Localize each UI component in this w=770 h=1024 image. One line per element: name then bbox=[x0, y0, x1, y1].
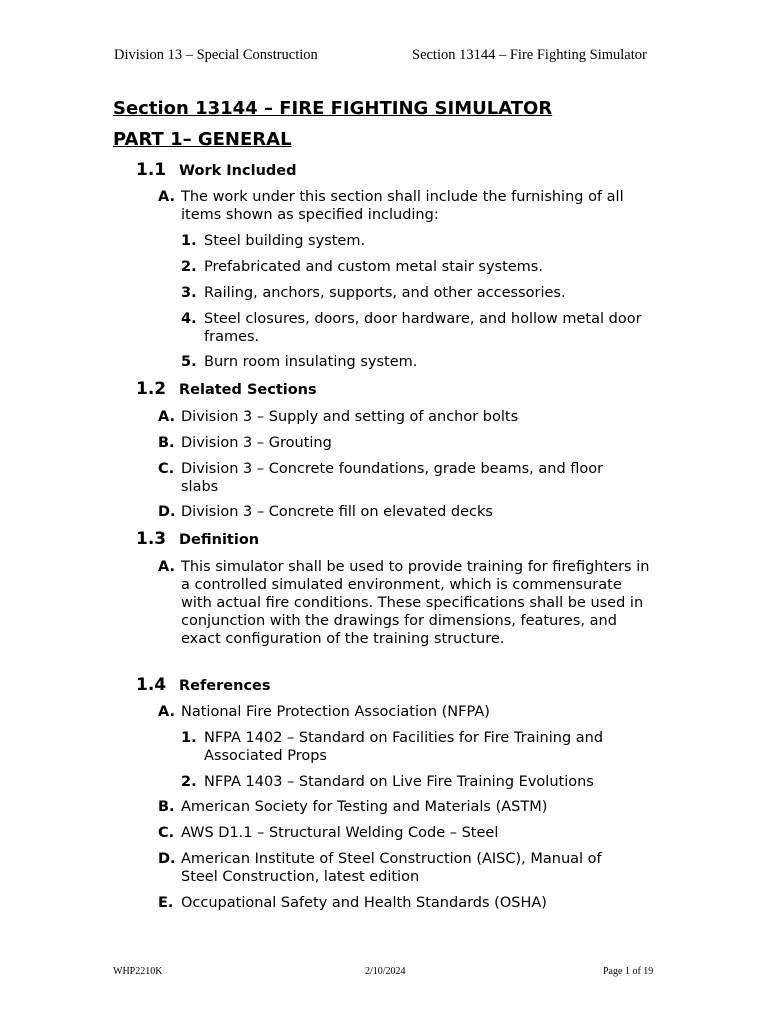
section-number: 1.2 bbox=[136, 379, 167, 399]
header-division: Division 13 – Special Construction bbox=[114, 47, 318, 63]
list-item bbox=[158, 850, 641, 886]
item-text: This simulator shall be used to provide training for firefighters in a controlled simulated environment, which is commensurate with actual fire conditions. These specifications shall be used in conjunction with the drawings for dimensions, features, and exact configuration of the training structure. bbox=[181, 559, 650, 647]
item-text: Steel closures, doors, door hardware, and hollow metal door frames. bbox=[204, 311, 642, 345]
list-item bbox=[158, 460, 641, 496]
footer-doc-id: WHP2210K bbox=[113, 966, 163, 977]
item-label: C. bbox=[158, 461, 175, 477]
list-item bbox=[158, 188, 651, 224]
section-number: 1.3 bbox=[136, 529, 167, 549]
section-1-4-heading bbox=[136, 675, 271, 695]
item-text: Division 3 – Concrete fill on elevated decks bbox=[181, 504, 493, 520]
item-text: Steel building system. bbox=[204, 233, 366, 249]
part-heading: PART 1– GENERAL bbox=[113, 129, 292, 150]
item-label: 3. bbox=[181, 285, 197, 301]
list-item bbox=[158, 894, 651, 912]
item-text: NFPA 1403 – Standard on Live Fire Training Evolutions bbox=[204, 774, 594, 790]
item-text: Division 3 – Concrete foundations, grade beams, and floor slabs bbox=[181, 461, 604, 495]
list-item bbox=[158, 503, 651, 521]
section-heading-text: References bbox=[179, 678, 271, 694]
item-text: The work under this section shall include the furnishing of all items shown as specified including: bbox=[181, 189, 624, 223]
item-text: AWS D1.1 – Structural Welding Code – Steel bbox=[181, 825, 499, 841]
item-text: Division 3 – Supply and setting of anchor bolts bbox=[181, 409, 519, 425]
item-text: Occupational Safety and Health Standards (OSHA) bbox=[181, 895, 547, 911]
list-item bbox=[158, 824, 651, 842]
section-heading-text: Work Included bbox=[179, 163, 297, 179]
list-item bbox=[181, 729, 634, 765]
item-label: 5. bbox=[181, 354, 197, 370]
item-label: 1. bbox=[181, 233, 197, 249]
list-item bbox=[181, 258, 644, 276]
item-text: American Society for Testing and Materials (ASTM) bbox=[181, 799, 548, 815]
list-item bbox=[181, 353, 644, 371]
section-heading-text: Definition bbox=[179, 532, 260, 548]
list-item bbox=[158, 703, 651, 721]
item-label: 4. bbox=[181, 311, 197, 327]
item-label: B. bbox=[158, 799, 175, 815]
section-number: 1.1 bbox=[136, 160, 167, 180]
item-label: B. bbox=[158, 435, 175, 451]
list-item bbox=[158, 408, 651, 426]
item-text: NFPA 1402 – Standard on Facilities for Fire Training and Associated Props bbox=[204, 730, 604, 764]
item-text: American Institute of Steel Construction (AISC), Manual of Steel Construction, latest edition bbox=[181, 851, 602, 885]
item-label: A. bbox=[158, 409, 175, 425]
item-label: A. bbox=[158, 704, 175, 720]
section-1-3-heading bbox=[136, 529, 259, 549]
item-label: C. bbox=[158, 825, 175, 841]
item-text: National Fire Protection Association (NFPA) bbox=[181, 704, 490, 720]
item-label: A. bbox=[158, 559, 175, 575]
header-section: Section 13144 – Fire Fighting Simulator bbox=[412, 47, 647, 63]
section-1-1-heading bbox=[136, 160, 296, 180]
list-item bbox=[181, 232, 644, 250]
footer-date: 2/10/2024 bbox=[365, 966, 406, 977]
item-text: Prefabricated and custom metal stair systems. bbox=[204, 259, 543, 275]
section-1-2-heading bbox=[136, 379, 317, 399]
footer-page-number: Page 1 of 19 bbox=[603, 966, 654, 977]
list-item bbox=[158, 558, 656, 648]
section-title: Section 13144 – FIRE FIGHTING SIMULATOR bbox=[113, 98, 553, 119]
item-label: D. bbox=[158, 504, 176, 520]
item-label: A. bbox=[158, 189, 175, 205]
item-label: 2. bbox=[181, 774, 197, 790]
list-item bbox=[181, 773, 644, 791]
item-label: 1. bbox=[181, 730, 197, 746]
item-text: Railing, anchors, supports, and other accessories. bbox=[204, 285, 566, 301]
list-item bbox=[158, 434, 651, 452]
list-item bbox=[181, 310, 644, 346]
item-label: E. bbox=[158, 895, 174, 911]
list-item bbox=[181, 284, 644, 302]
item-label: D. bbox=[158, 851, 176, 867]
item-text: Burn room insulating system. bbox=[204, 354, 418, 370]
list-item bbox=[158, 798, 651, 816]
item-label: 2. bbox=[181, 259, 197, 275]
section-heading-text: Related Sections bbox=[179, 382, 317, 398]
section-number: 1.4 bbox=[136, 675, 167, 695]
item-text: Division 3 – Grouting bbox=[181, 435, 332, 451]
